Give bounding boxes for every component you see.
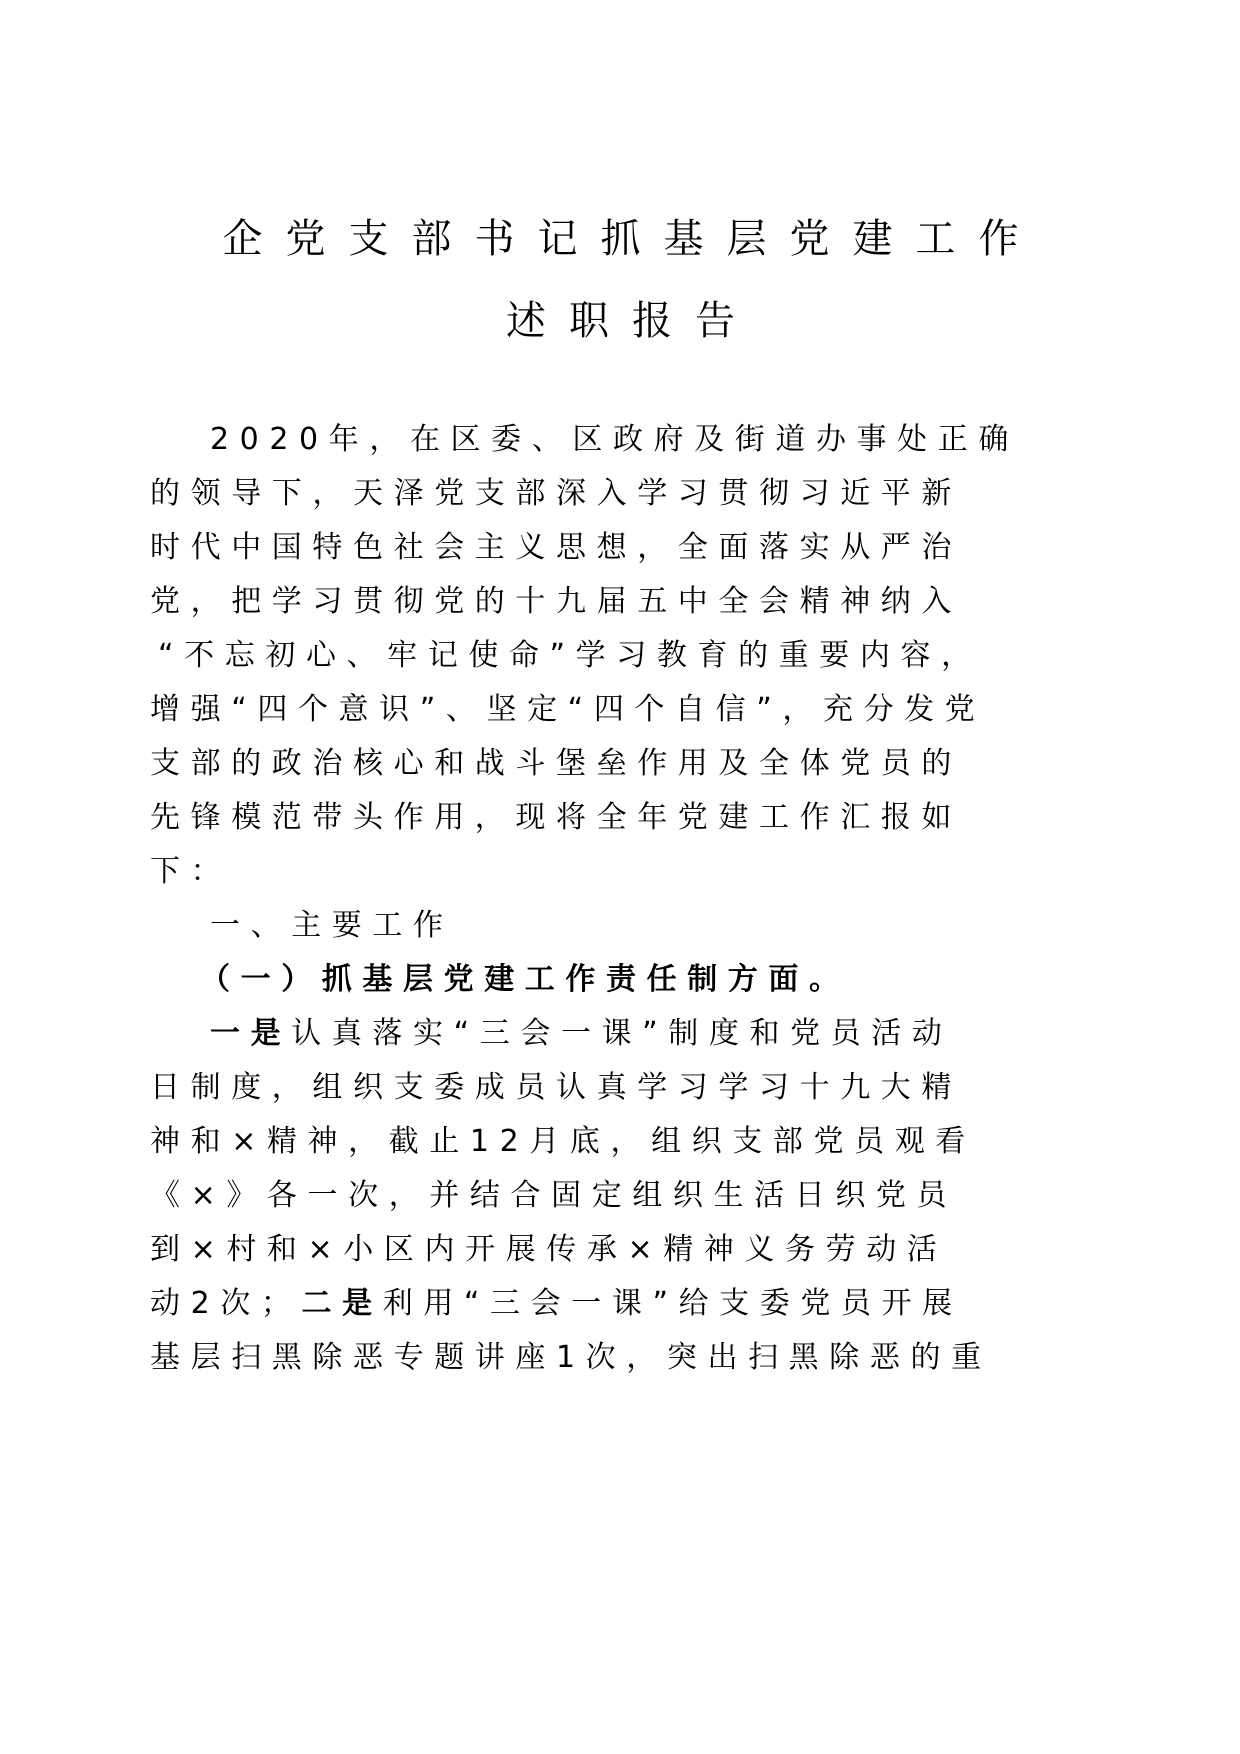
document-title-line-2: 述职报告 (506, 298, 758, 344)
body-line-6: 增强“四个意识”、坚定“四个自信”，充分发党 (150, 692, 986, 727)
item-line-1: 日制度，组织支委成员认真学习学习十九大精 (150, 1070, 962, 1105)
body-line-2: 的领导下，天泽党支部深入学习贯彻习近平新 (150, 476, 962, 511)
item-2-lead: 二是 (301, 1286, 383, 1321)
body-last-line: 基层扫黑除恶专题讲座1次，突出扫黑除恶的重 (150, 1340, 992, 1375)
item-2-text: 利用“三会一课”给支委党员开展 (382, 1286, 963, 1321)
section-heading: 一、主要工作 (210, 908, 454, 943)
item-2-line (150, 1284, 1150, 1324)
document-title-line-1: 企党支部书记抓基层党建工作 (222, 216, 1042, 262)
body-line-8: 先锋模范带头作用，现将全年党建工作汇报如 (150, 800, 962, 835)
item-1-lead: 一是 (210, 1016, 292, 1051)
item-2-prefix: 动2次； (150, 1286, 302, 1321)
body-line-4: 党，把学习贯彻党的十九届五中全会精神纳入 (150, 584, 962, 619)
body-line-5: “不忘初心、牢记使命”学习教育的重要内容， (158, 638, 982, 673)
body-line-7: 支部的政治核心和战斗堡垒作用及全体党员的 (150, 746, 962, 781)
item-line-4: 到×村和×小区内开展传承×精神义务劳动活 (150, 1232, 948, 1267)
body-line-3: 时代中国特色社会主义思想，全面落实从严治 (150, 530, 962, 565)
subsection-heading: （一）抓基层党建工作责任制方面。 (200, 962, 850, 997)
item-line-2: 神和×精神，截止12月底，组织支部党员观看 (150, 1124, 976, 1159)
item-1-text: 认真落实“三会一课”制度和党员活动 (291, 1016, 953, 1051)
item-1-first-line (210, 1014, 1210, 1054)
body-line-1: 2020年，在区委、区政府及街道办事处正确 (210, 422, 1019, 457)
body-line-9: 下： (150, 854, 232, 889)
item-line-3: 《×》各一次，并结合固定组织生活日织党员 (150, 1178, 958, 1213)
